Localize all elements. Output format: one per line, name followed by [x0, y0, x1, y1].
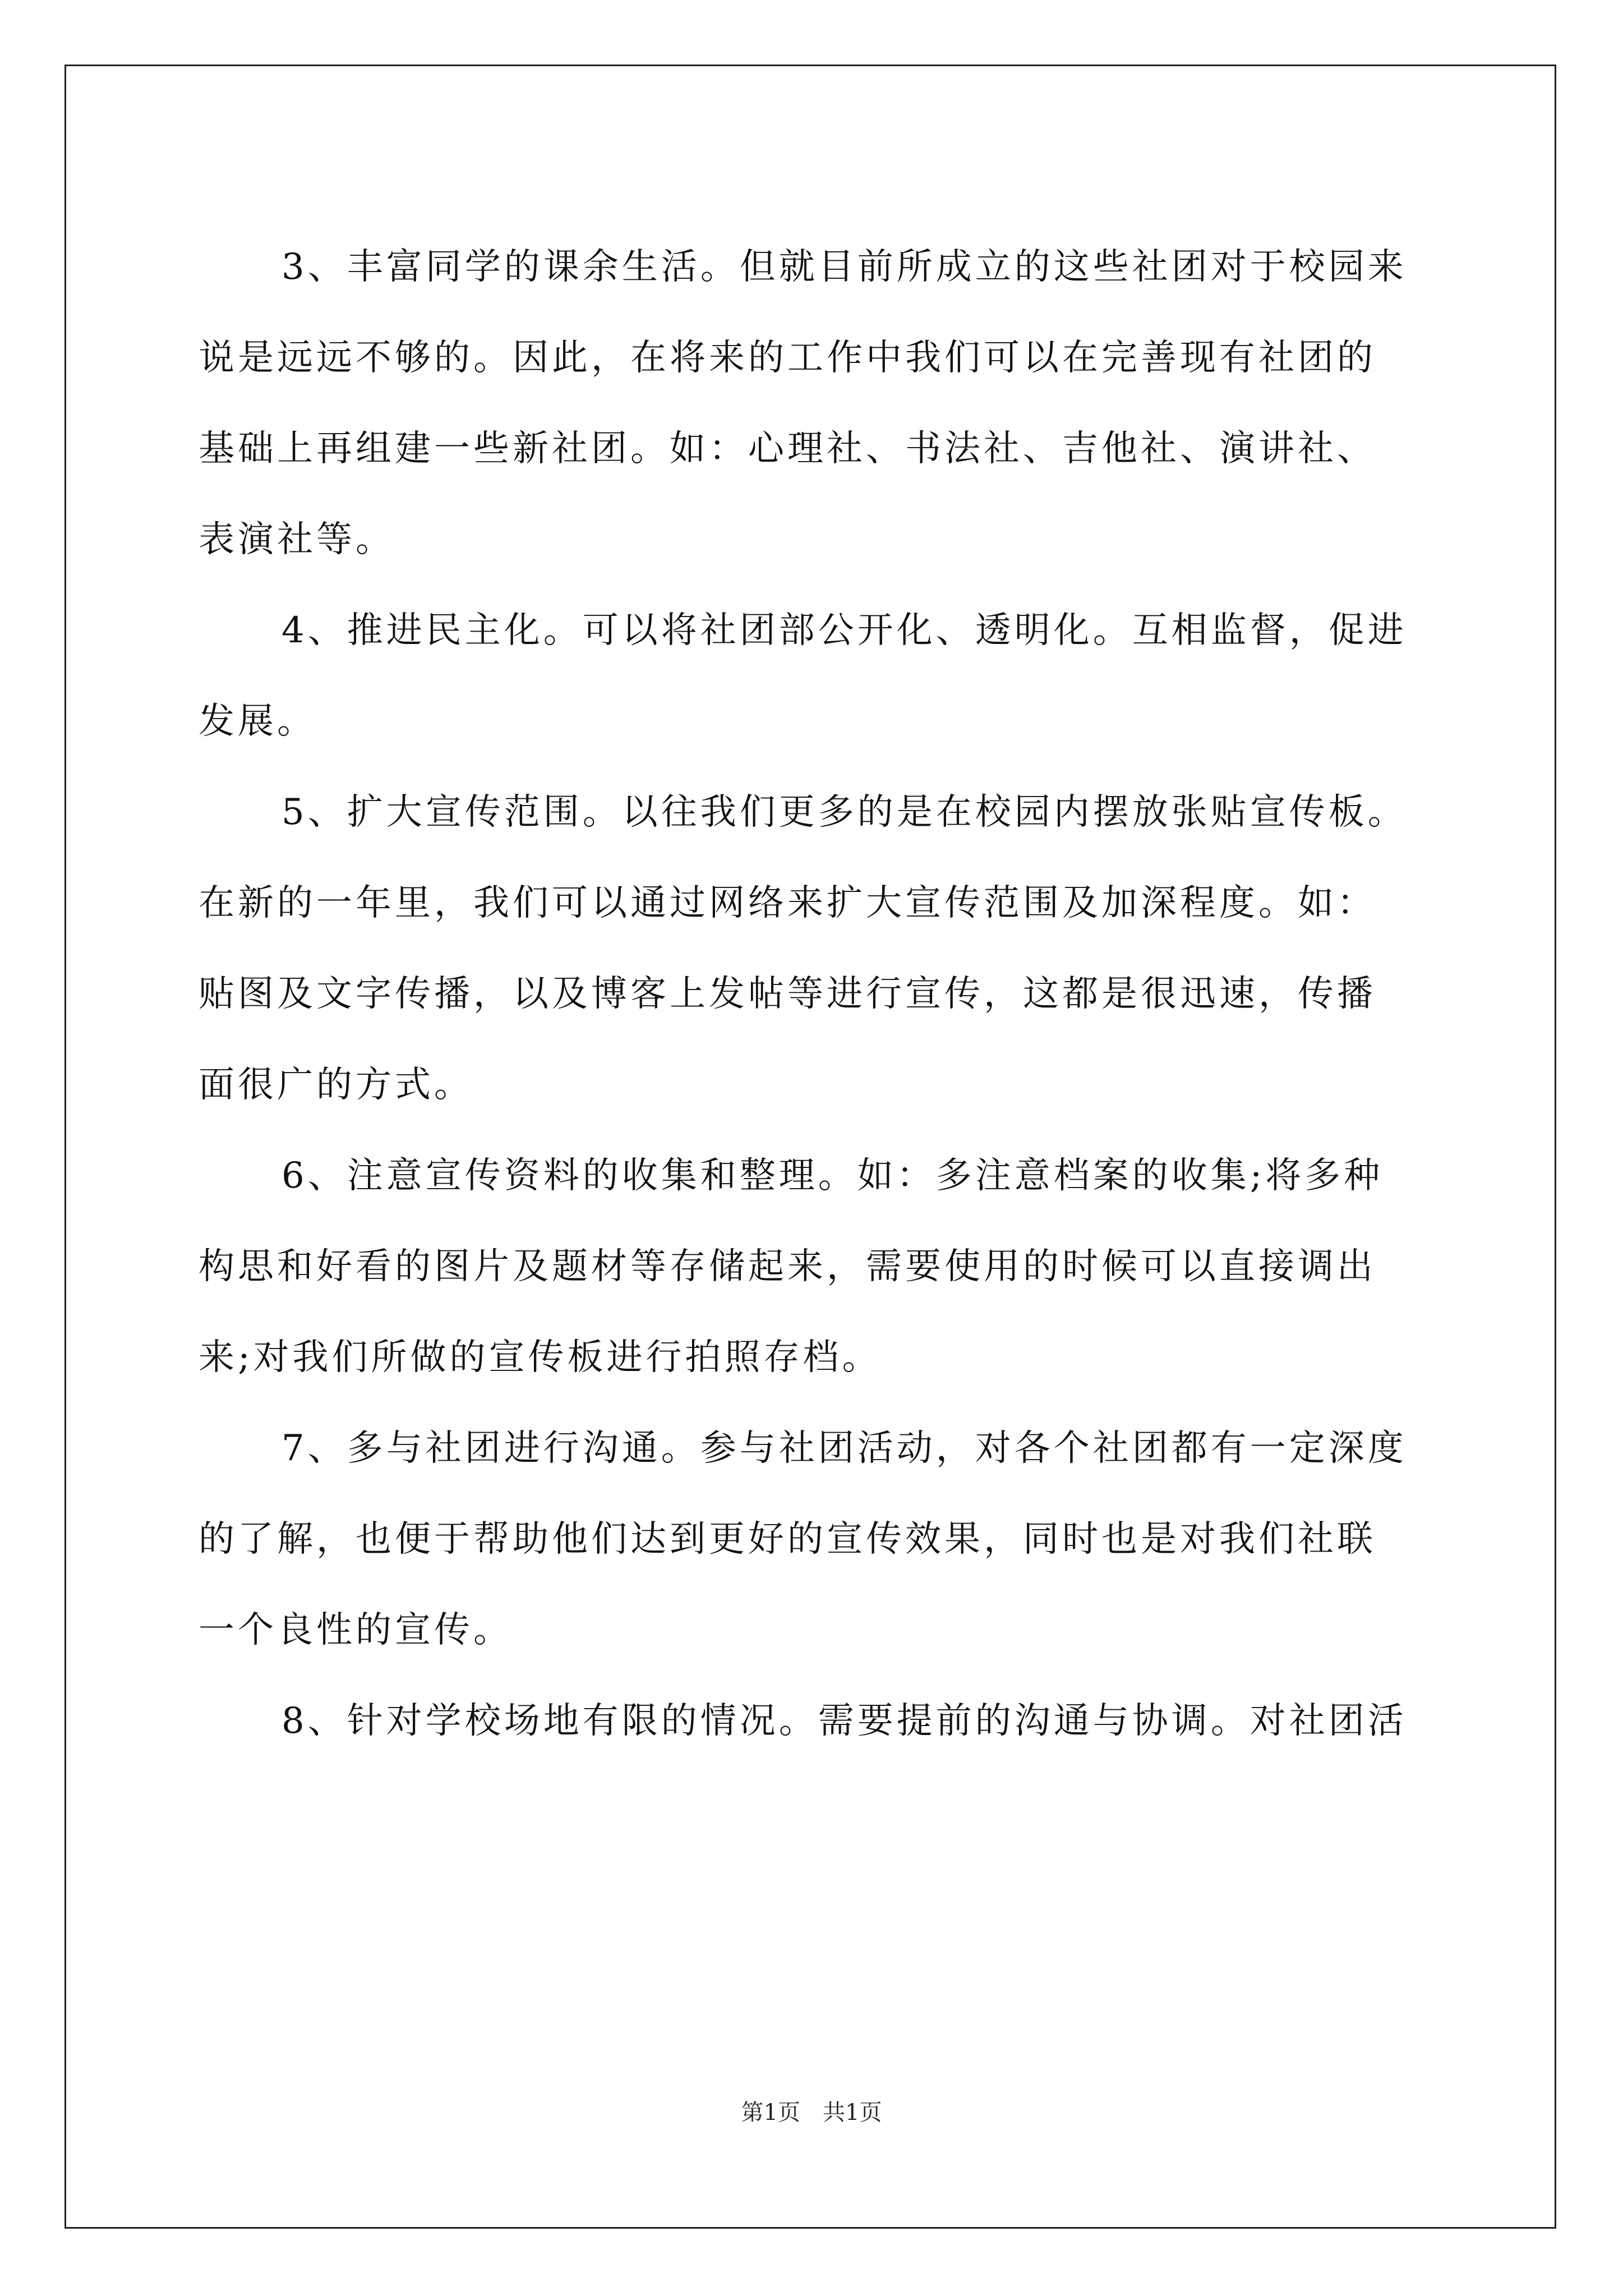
paragraph-item-5	[199, 767, 1427, 1130]
paragraph-item-8	[199, 1676, 1427, 1766]
text-line: 来;对我们所做的宣传板进行拍照存档。	[199, 1337, 882, 1378]
text-line: 5、扩大宣传范围。以往我们更多的是在校园内摆放张贴宣传板。	[282, 792, 1407, 833]
text-line: 在新的一年里，我们可以通过网络来扩大宣传范围及加深程度。如：	[199, 882, 1376, 924]
text-line: 表演社等。	[199, 519, 395, 560]
text-line: 的了解，也便于帮助他们达到更好的宣传效果，同时也是对我们社联	[199, 1519, 1376, 1560]
paragraph-item-6	[199, 1130, 1427, 1403]
text-line: 3、丰富同学的课余生活。但就目前所成立的这些社团对于校园来	[282, 246, 1407, 288]
text-line: 说是远远不够的。因此，在将来的工作中我们可以在完善现有社团的	[199, 337, 1376, 379]
page-footer: 第1页 共1页	[741, 2100, 882, 2125]
text-line: 基础上再组建一些新社团。如：心理社、书法社、吉他社、演讲社、	[199, 428, 1376, 470]
text-line: 贴图及文字传播，以及博客上发帖等进行宣传，这都是很迅速，传播	[199, 973, 1376, 1015]
document-body	[199, 222, 1427, 1766]
text-line: 发展。	[199, 701, 316, 742]
paragraph-item-4	[199, 585, 1427, 767]
text-line: 8、针对学校场地有限的情况。需要提前的沟通与协调。对社团活	[282, 1700, 1407, 1742]
text-line: 构思和好看的图片及题材等存储起来，需要使用的时候可以直接调出	[199, 1246, 1376, 1287]
text-line: 一个良性的宣传。	[199, 1609, 513, 1651]
text-line: 6、注意宣传资料的收集和整理。如：多注意档案的收集;将多种	[282, 1155, 1384, 1197]
paragraph-item-7	[199, 1403, 1427, 1676]
text-line: 面很广的方式。	[199, 1064, 473, 1106]
paragraph-item-3	[199, 222, 1427, 585]
text-line: 4、推进民主化。可以将社团部公开化、透明化。互相监督，促进	[282, 610, 1407, 651]
text-line: 7、多与社团进行沟通。参与社团活动，对各个社团都有一定深度	[282, 1428, 1407, 1469]
